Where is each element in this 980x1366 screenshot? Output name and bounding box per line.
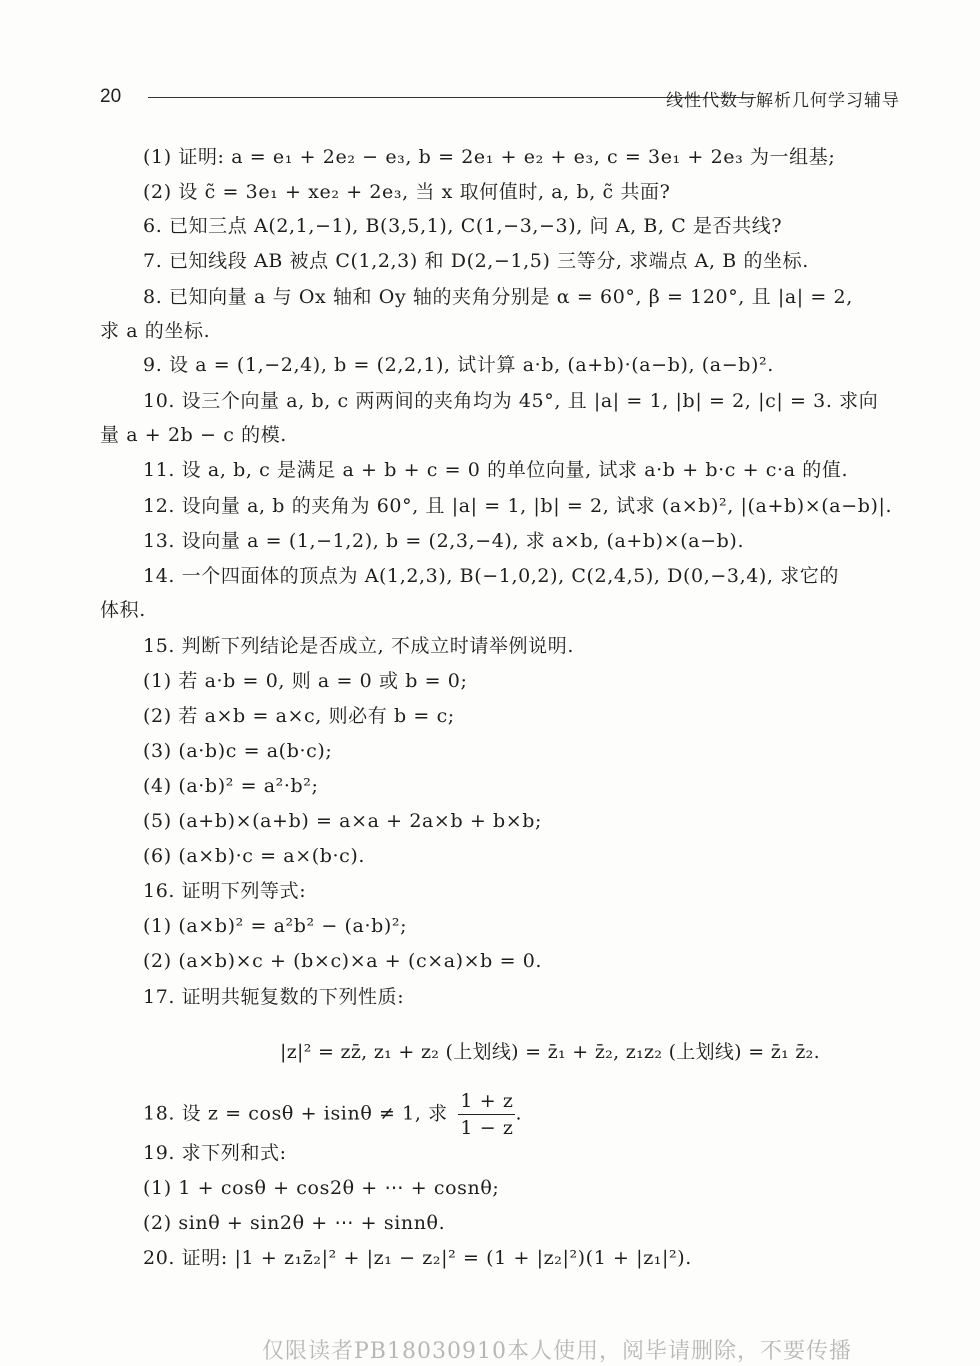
exercise-line: 8. 已知向量 a 与 Ox 轴和 Oy 轴的夹角分别是 α = 60°, β = 120°, 且 |a| = 2, xyxy=(143,286,853,308)
exercise-line: (1) 证明: a = e₁ + 2e₂ − e₃, b = 2e₁ + e₂ + e₃, c = 3e₁ + 2e₃ 为一组基; xyxy=(143,146,836,168)
exercise-line: 11. 设 a, b, c 是满足 a + b + c = 0 的单位向量, 试求 a·b + b·c + c·a 的值. xyxy=(143,459,849,481)
exercise-line: (3) (a·b)c = a(b·c); xyxy=(143,740,333,762)
exercise-line: 9. 设 a = (1,−2,4), b = (2,2,1), 试计算 a·b, (a+b)·(a−b), (a−b)². xyxy=(143,354,774,376)
book-title: 线性代数与解析几何学习辅导 xyxy=(666,91,900,111)
page-header xyxy=(100,82,900,112)
page-number: 20 xyxy=(100,86,122,107)
exercise-18 xyxy=(143,1088,522,1141)
exercise-line: 6. 已知三点 A(2,1,−1), B(3,5,1), C(1,−3,−3), 问 A, B, C 是否共线? xyxy=(143,215,783,237)
header-rule xyxy=(148,97,756,98)
exercise-line: 量 a + 2b − c 的模. xyxy=(100,424,287,446)
exercise-line: (5) (a+b)×(a+b) = a×a + 2a×b + b×b; xyxy=(143,810,543,832)
exercise-line: (1) 若 a·b = 0, 则 a = 0 或 b = 0; xyxy=(143,670,468,692)
exercise-line: 19. 求下列和式: xyxy=(143,1142,287,1164)
exercise-line: 求 a 的坐标. xyxy=(100,320,211,342)
exercise-18-tail: . xyxy=(515,1102,523,1125)
exercise-line: 14. 一个四面体的顶点为 A(1,2,3), B(−1,0,2), C(2,4,5), D(0,−3,4), 求它的 xyxy=(143,565,839,587)
exercise-line: 15. 判断下列结论是否成立, 不成立时请举例说明. xyxy=(143,635,574,657)
fraction xyxy=(458,1088,515,1141)
exercise-line: 17. 证明共轭复数的下列性质: xyxy=(143,986,405,1008)
exercise-line: (2) sinθ + sin2θ + ⋯ + sinnθ. xyxy=(143,1212,446,1234)
display-equation: |z|² = zz̄, z₁ + z₂ (上划线) = z̄₁ + z̄₂, z₁z₂ (上划线) = z̄₁ z̄₂. xyxy=(280,1041,820,1063)
exercise-line: 7. 已知线段 AB 被点 C(1,2,3) 和 D(2,−1,5) 三等分, 求端点 A, B 的坐标. xyxy=(143,250,809,272)
exercise-line: 13. 设向量 a = (1,−1,2), b = (2,3,−4), 求 a×b, (a+b)×(a−b). xyxy=(143,530,745,552)
exercise-line: (1) (a×b)² = a²b² − (a·b)²; xyxy=(143,915,408,937)
exercise-line: 16. 证明下列等式: xyxy=(143,880,307,902)
exercise-line: (6) (a×b)·c = a×(b·c). xyxy=(143,845,366,867)
exercise-18-text: 18. 设 z = cosθ + isinθ ≠ 1, 求 xyxy=(143,1102,448,1125)
watermark-text: 仅限读者PB18030910本人使用，阅毕请删除，不要传播 xyxy=(262,1339,852,1364)
fraction-numerator: 1 + z xyxy=(458,1088,515,1115)
exercise-line: (2) 若 a×b = a×c, 则必有 b = c; xyxy=(143,705,455,727)
exercise-line: 20. 证明: |1 + z₁z̄₂|² + |z₁ − z₂|² = (1 + |z₂|²)(1 + |z₁|²). xyxy=(143,1247,692,1269)
exercise-line: (2) (a×b)×c + (b×c)×a + (c×a)×b = 0. xyxy=(143,950,543,972)
exercise-line: 10. 设三个向量 a, b, c 两两间的夹角均为 45°, 且 |a| = 1, |b| = 2, |c| = 3. 求向 xyxy=(143,390,879,412)
exercise-line: 12. 设向量 a, b 的夹角为 60°, 且 |a| = 1, |b| = 2, 试求 (a×b)², |(a+b)×(a−b)|. xyxy=(143,495,893,517)
fraction-denominator: 1 − z xyxy=(460,1117,514,1139)
exercise-line: 体积. xyxy=(100,599,146,621)
exercise-line: (2) 设 c̃ = 3e₁ + xe₂ + 2e₃, 当 x 取何值时, a, b, c̃ 共面? xyxy=(143,181,671,203)
exercise-line: (1) 1 + cosθ + cos2θ + ⋯ + cosnθ; xyxy=(143,1177,500,1199)
exercise-line: (4) (a·b)² = a²·b²; xyxy=(143,775,319,797)
